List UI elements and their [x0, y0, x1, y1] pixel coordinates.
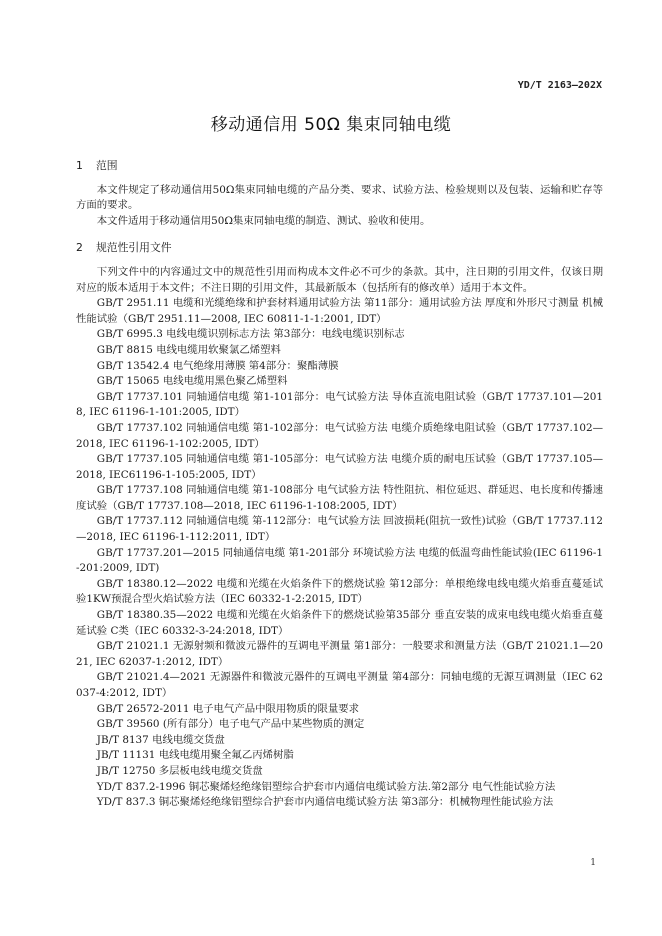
scope-paragraph: 本文件适用于移动通信用50Ω集束同轴电缆的制造、测试、验收和使用。: [96, 214, 431, 227]
reference-item: GB/T 17737.112 同轴通信电缆 第-112部分：电气试验方法 回波损耗(阻抗一致性)试验（GB/T 17737.112—2018, IEC 61196-1-112:2011, IDT）: [76, 515, 603, 544]
reference-item: GB/T 18380.12—2022 电缆和光缆在火焰条件下的燃烧试验 第12部分：单根绝缘电线电缆火焰垂直蔓延试验1KW预混合型火焰试验方法（IEC 60332-1-2:2015, IDT）: [76, 577, 603, 606]
reference-item: GB/T 17737.102 同轴通信电缆 第1-102部分：电气试验方法 电缆介质绝缘电阻试验（GB/T 17737.102—2018, IEC 61196-1-102:2005, IDT）: [76, 421, 603, 450]
scope-paragraph: 本文件规定了移动通信用50Ω集束同轴电缆的产品分类、要求、试验方法、检验规则以及包装、运输和贮存等方面的要求。: [76, 183, 603, 212]
document-body: [76, 158, 603, 811]
reference-item: GB/T 15065 电线电缆用黑色聚乙烯塑料: [96, 375, 288, 388]
reference-item: GB/T 18380.35—2022 电缆和光缆在火焰条件下的燃烧试验第35部分 垂直安装的成束电线电缆火焰垂直蔓延试验 C类（IEC 60332-3-24:2018, IDT）: [76, 609, 603, 637]
section-heading-scope: [76, 158, 603, 174]
reference-item: GB/T 21021.4—2021 无源器件和微波元器件的互调电平测量 第4部分：同轴电缆的无源互调测量（IEC 62037-4:2012, IDT）: [76, 671, 603, 699]
reference-item: JB/T 8137 电线电缆交货盘: [96, 733, 225, 746]
reference-item: YD/T 837.2-1996 铜芯聚烯烃绝缘铝塑综合护套市内通信电缆试验方法.第2部分 电气性能试验方法: [96, 780, 556, 793]
reference-list: [76, 296, 603, 811]
section-title: 范围: [96, 159, 118, 172]
section-number: 1: [76, 159, 83, 172]
page-number: 1: [590, 858, 596, 868]
reference-item: YD/T 837.3 铜芯聚烯烃绝缘铝塑综合护套市内通信电缆试验方法 第3部分：机械物理性能试验方法: [96, 796, 554, 809]
reference-item: GB/T 8815 电线电缆用软聚氯乙烯塑料: [96, 343, 281, 356]
reference-item: GB/T 17737.108 同轴通信电缆 第1-108部分 电气试验方法 特性阻抗、相位延迟、群延迟、电长度和传播速度试验（GB/T 17737.108—2018, IEC 61196-1-108:2005, IDT）: [76, 484, 603, 512]
reference-item: GB/T 39560 (所有部分）电子电气产品中某些物质的测定: [96, 718, 365, 731]
reference-item: GB/T 17737.101 同轴通信电缆 第1-101部分：电气试验方法 导体直流电阻试验（GB/T 17737.101—2018, IEC 61196-1-101:2005, IDT）: [76, 390, 603, 419]
reference-item: GB/T 26572-2011 电子电气产品中限用物质的限量要求: [96, 702, 360, 715]
section-heading-normative-references: [76, 240, 603, 256]
reference-item: JB/T 12750 多层板电线电缆交货盘: [96, 764, 263, 777]
standard-code: YD/T 2163—202X: [517, 80, 602, 91]
reference-item: GB/T 6995.3 电线电缆识别标志方法 第3部分：电线电缆识别标志: [96, 328, 405, 341]
section-number: 2: [76, 241, 83, 255]
reference-item: GB/T 13542.4 电气绝缘用薄膜 第4部分：聚酯薄膜: [96, 359, 339, 372]
references-intro-paragraph: 下列文件中的内容通过文中的规范性引用而构成本文件必不可少的条款。其中，注日期的引用文件，仅该日期对应的版本适用于本文件；不注日期的引用文件，其最新版本（包括所有的修改单）适用于本文件。: [76, 265, 603, 294]
reference-item: GB/T 17737.201—2015 同轴通信电缆 第1-201部分 环境试验方法 电缆的低温弯曲性能试验(IEC 61196-1-201:2009, IDT): [76, 546, 603, 575]
reference-item: GB/T 21021.1 无源射频和微波元器件的互调电平测量 第1部分：一般要求和测量方法（GB/T 21021.1—2021, IEC 62037-1:2012, IDT）: [76, 640, 603, 668]
document-title: 移动通信用 50Ω 集束同轴电缆: [210, 115, 452, 135]
section-title: 规范性引用文件: [96, 241, 172, 255]
reference-item: GB/T 17737.105 同轴通信电缆 第1-105部分：电气试验方法 电缆介质的耐电压试验（GB/T 17737.105—2018, IEC61196-1-105:2005, IDT）: [76, 453, 603, 481]
reference-item: GB/T 2951.11 电缆和光缆绝缘和护套材料通用试验方法 第11部分：通用试验方法 厚度和外形尺寸测量 机械性能试验（GB/T 2951.11—2008, IEC 60811-1-1:2001, IDT）: [76, 297, 603, 325]
reference-item: JB/T 11131 电线电缆用聚全氟乙丙烯树脂: [96, 749, 294, 762]
